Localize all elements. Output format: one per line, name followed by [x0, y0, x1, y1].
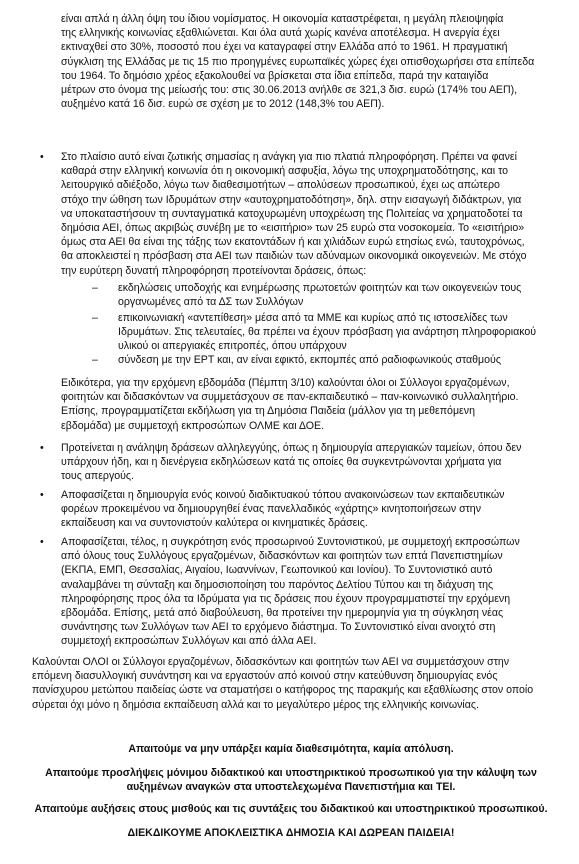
- text-line: να υποκαταστήσουν τη συνταγματικά κατοχυρωμένη υποχρέωση της Πολιτείας να χρηματοδοτεί τα: [61, 207, 523, 220]
- bullet-marker: •: [40, 489, 44, 501]
- dash-item-media: [118, 311, 566, 354]
- dash-marker: –: [92, 354, 98, 366]
- text-line: εκπαίδευση και να συντονιστούν καλύτερα οι κινηματικές δράσεις.: [61, 517, 368, 530]
- dash-item-events: [118, 281, 566, 309]
- text-line: Στο πλαίσιο αυτό είναι ζωτικής σημασίας η ανάγκη για πιο πλατιά πληροφόρηση. Πρέπει να φανεί: [61, 151, 517, 163]
- text-line: Προτείνεται η ανάληψη δράσεων αλληλεγγύης, όπως η δημιουργία απεργιακών ταμείων, όπου δεν: [61, 442, 522, 454]
- text-line: ΔΙΕΚΔΙΚΟΥΜΕ ΑΠΟΚΛΕΙΣΤΙΚΑ ΔΗΜΟΣΙΑ ΚΑΙ ΔΩΡΕΑΝ ΠΑΙΔΕΙΑ!: [127, 827, 455, 839]
- bullet-marker: •: [40, 442, 44, 454]
- text-line: όμως στα ΑΕΙ θα είναι της τάξης των εκατοντάδων ή και χιλιάδων ευρώ ετησίως ενώ, ταυτοχρόνως,: [61, 236, 525, 249]
- bullet-paragraph-information: [61, 150, 566, 278]
- text-line: του 1964. Το δημόσιο χρέος εξακολουθεί να βρίσκεται στα ίδια επίπεδα, παρά την καταιγίδα: [61, 69, 489, 82]
- text-line: Επίσης, προγραμματίζεται εκδήλωση για τη Δημόσια Παιδεία (μάλλον για τη μεθεπόμενη: [61, 405, 475, 418]
- text-line: Ιδρυμάτων. Στις τελευταίες, θα πρέπει να έχουν πρόσβαση για ανάρτηση πληροφοριακού: [118, 326, 537, 339]
- text-line: υπάρχουν ήδη, και η διενέργεια εκδηλώσεων κατά τις οποίες θα συγκεντρώνονται χρήματα για: [61, 456, 502, 469]
- text-line: εκδηλώσεις υποδοχής και ενημέρωσης πρωτοετών φοιτητών και των οικογενειών τους: [118, 282, 522, 294]
- text-line: καθαρά στην ελληνική κοινωνία ότι η οικονομική ασφυξία, λόγω της υποχρηματοδότησης, και το: [61, 165, 509, 178]
- text-line: της ελληνικής κοινωνίας εξαθλιώνεται. Και όλα αυτά χωρίς κανένα αποτέλεσμα. Η ανεργία έχει: [61, 27, 500, 40]
- demand-hiring: [30, 766, 552, 794]
- text-line: τους απεργούς.: [61, 470, 134, 483]
- text-line: πανίσχυρου μετώπου παιδείας ώστε να σταματήσει ο κατήφορος της παρακμής και εξαθλίωσης στον οποίο: [32, 684, 534, 697]
- call-paragraph: [32, 655, 566, 712]
- text-line: συνάντησης των Συλλόγων των ΑΕΙ το ερχόμενο διάστημα. Το Συντονιστικό είναι ανοιχτό στη: [61, 621, 496, 634]
- dash-marker: –: [92, 282, 98, 294]
- demand-raises: [30, 802, 552, 816]
- text-line: οργανωμένες από τα ΔΣ των Συλλόγων: [118, 296, 304, 309]
- text-line: αναλαμβάνει τη σύνταξη και δημοσιοποίηση του παρόντος Δελτίου Τύπου και τη διάχυση της: [61, 578, 494, 591]
- text-line: εκτιναχθεί στο 30%, ποσοστό που έχει να καταγραφεί στην Ελλάδα από το 1961. Η πραγματική: [61, 41, 508, 54]
- text-line: Αποφασίζεται, τέλος, η συγκρότηση ενός προσωρινού Συντονιστικού, με συμμετοχή εκπροσώπων: [61, 536, 520, 548]
- text-line: θα αποκλειστεί η πρόσβαση στα ΑΕΙ των παιδιών των αδύναμων οικονομικά οικογενειών. Με στόχο: [61, 250, 527, 263]
- text-line: πληροφόρησης προς όλα τα Ιδρύματα για τις δράσεις που έχουν προγραμματιστεί την ερχόμενη: [61, 592, 511, 605]
- text-line: Αποφασίζεται η δημιουργία ενός κοινού διαδικτυακού τόπου ανακοινώσεων των εκπαιδευτικών: [61, 489, 505, 501]
- text-line: αυξημένων αναγκών στα υποστελεχωμένα Πανεπιστήμια και ΤΕΙ.: [126, 781, 456, 794]
- text-line: φορέων προκειμένου να δημιουργηθεί ένας πανελλαδικός «χάρτης» κινητοποιήσεων στην: [61, 503, 481, 516]
- text-line: σύρεται όχι μόνο η δημόσια εκπαίδευση αλλά και το μεγαλύτερο μέρος της ελληνικής κοινωνίας.: [32, 698, 479, 711]
- intro-paragraph: [61, 12, 566, 111]
- text-line: μέτρων στο όνομα της μείωσής του: στις 30.06.2013 ανήλθε σε 321,3 δισ. ευρώ (174% του ΑΕΠ),: [61, 84, 518, 97]
- text-line: Ειδικότερα, για την ερχόμενη εβδομάδα (Πέμπτη 3/10) καλούνται όλοι οι Σύλλογοι εργαζομένων,: [61, 377, 510, 389]
- text-line: (ΕΚΠΑ, ΕΜΠ, Θεσσαλίας, Αιγαίου, Ιωαννίνων, Γεωπονικού και Ιονίου). Το Συντονιστικό αυτό: [61, 564, 493, 577]
- bullet-marker: •: [40, 151, 44, 163]
- text-line: εβδομάδα) με συμμετοχή εκπροσώπων ΟΛΜΕ και ΔΟΕ.: [61, 419, 325, 432]
- dash-item-ert: [118, 353, 566, 367]
- bullet-marker: •: [40, 536, 44, 548]
- text-line: Απαιτούμε προσλήψεις μόνιμου διδακτικού και υποστηρικτικού προσωπικού για την κάλυψη των: [45, 767, 537, 779]
- text-line: είναι απλά η άλλη όψη του ίδιου νομίσματος. Η οικονομία καταστρέφεται, η μεγάλη πλειοψηφία: [61, 13, 504, 25]
- text-line: σύγκλιση της Ελλάδας με τις 15 πιο προηγμένες ευρωπαϊκές χώρες έχει οπισθοχωρήσει στα επίπεδα: [61, 55, 535, 68]
- text-line: εβδομάδα. Επίσης, μετά από διαβούλευση, θα προτείνει την ημερομηνία για τη σύγκληση νέας: [61, 607, 504, 620]
- specifically-paragraph: [61, 376, 566, 433]
- text-line: δημόσια ΑΕΙ, όπως ακριβώς συνέβη με το «εισιτήριο» των 25 ευρώ στα νοσοκομεία. Το «εισιτήριο»: [61, 222, 525, 235]
- text-line: φοιτητών και διδασκόντων να συμμετάσχουν σε παν-εκπαιδευτικό – παν-κοινωνικό συλλαλητήριο.: [61, 391, 519, 404]
- text-line: από όλους τους Συλλόγους εργαζομένων, διδασκόντων και φοιτητών των επτά Πανεπιστημίων: [61, 550, 503, 563]
- text-line: επικοινωνιακή «αντεπίθεση» μέσα από τα ΜΜΕ και κυρίως από τις ιστοσελίδες των: [118, 312, 508, 324]
- text-line: σύνδεση με την ΕΡΤ και, αν είναι εφικτό, εκπομπές από ραδιοφωνικούς σταθμούς: [118, 354, 501, 366]
- text-line: Απαιτούμε αυξήσεις στους μισθούς και τις συντάξεις του διδακτικού και υποστηρικτικού προσωπικού.: [34, 803, 548, 815]
- text-line: υλικού οι απεργιακές επιτροπές, όπου υπάρχουν: [118, 340, 347, 353]
- demand-no-layoffs: [30, 742, 552, 756]
- dash-marker: –: [92, 312, 98, 324]
- text-line: συμμετοχή εκπροσώπων Συλλόγων και από άλλα ΑΕΙ.: [61, 635, 317, 648]
- text-line: λειτουργικό αδιέξοδο, λόγω των διαθεσιμοτήτων – απολύσεων προσωπικού, έχει ως απώτερο: [61, 179, 500, 192]
- text-line: την ευρύτερη δυνατή πληροφόρηση προτείνονται δράσεις, όπως:: [61, 264, 367, 277]
- bullet-paragraph-website: [61, 488, 566, 531]
- bullet-paragraph-solidarity: [61, 441, 566, 484]
- text-line: επόμενη διασυλλογική συνάντηση και να εργαστούν από κοινού στην κατεύθυνση δημιουργίας ενός: [32, 670, 498, 683]
- text-line: αυξημένο κατά 16 δισ. ευρώ σε σχέση με το 2012 (148,3% του ΑΕΠ).: [61, 98, 385, 111]
- text-line: Απαιτούμε να μην υπάρξει καμία διαθεσιμότητα, καμία απόλυση.: [128, 743, 454, 755]
- demand-public-education: [30, 826, 552, 840]
- text-line: στόχο την ώθηση των Ιδρυμάτων στην «αυτοχρηματοδότηση», δηλ. στην εισαγωγή διδάκτρων, για: [61, 193, 522, 206]
- bullet-paragraph-committee: [61, 535, 566, 649]
- text-line: Καλούνται ΟΛΟΙ οι Σύλλογοι εργαζομένων, διδασκόντων και φοιτητών των ΑΕΙ να συμμετάσχουν στην: [32, 656, 510, 668]
